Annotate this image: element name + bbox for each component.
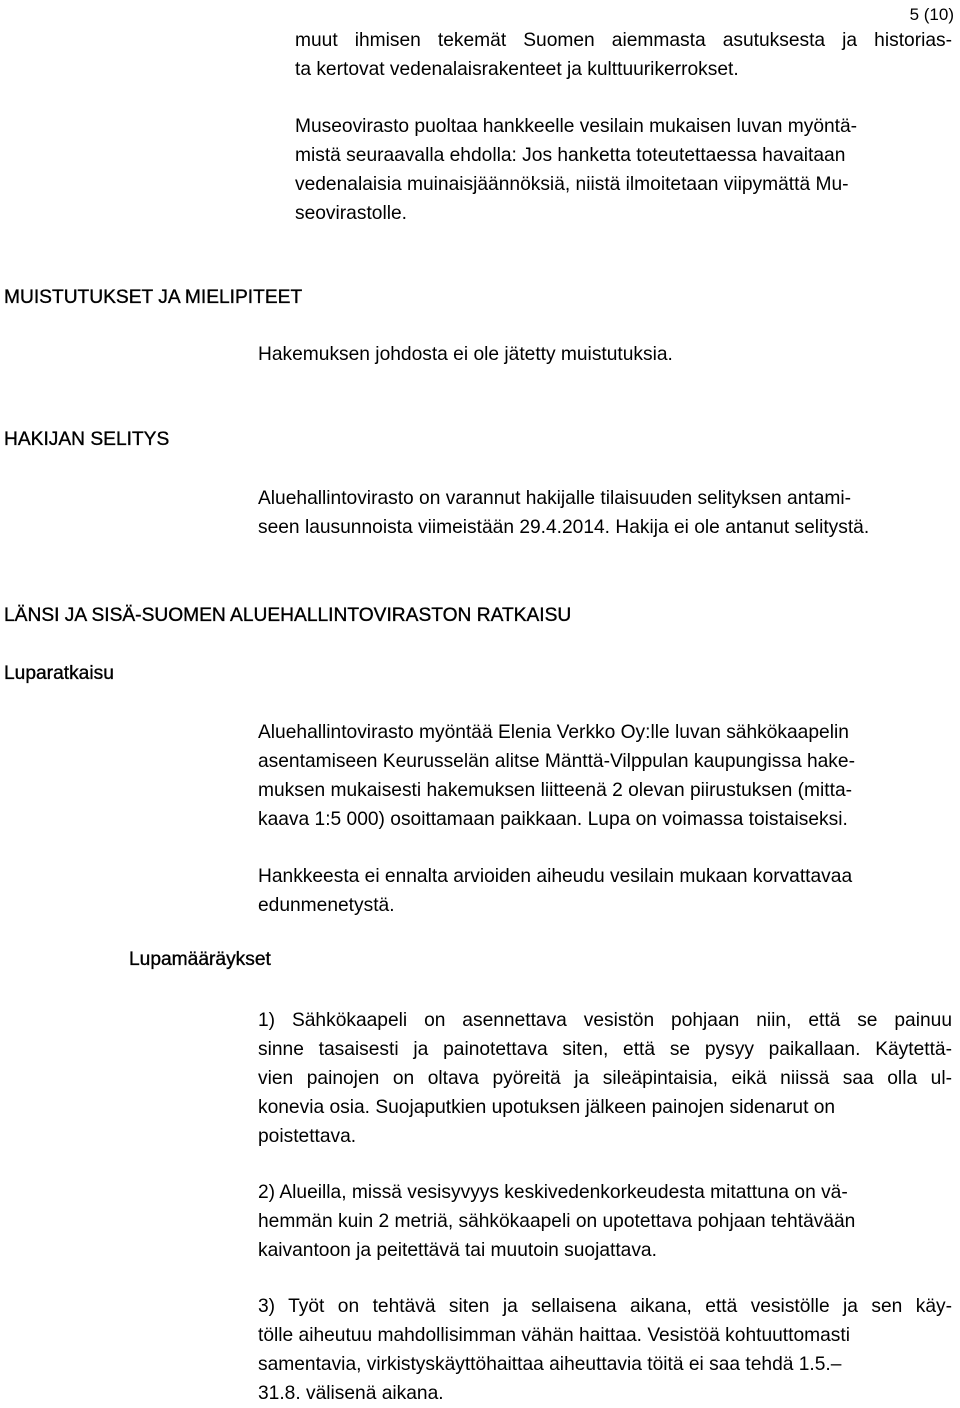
text-line: samentavia, virkistyskäyttöhaittaa aiheuttavia töitä ei saa tehdä 1.5.– bbox=[258, 1354, 842, 1375]
applicant-statement-heading: HAKIJAN SELITYS bbox=[4, 429, 170, 450]
compensation-paragraph bbox=[258, 862, 952, 920]
text-line: 1) Sähkökaapeli on asennettava vesistön pohjaan niin, että se painuu bbox=[258, 1010, 952, 1031]
text-line: asentamiseen Keurusselän alitse Mänttä-Vilppulan kaupungissa hake- bbox=[258, 751, 855, 772]
text-line: konevia osia. Suojaputkien upotuksen jälkeen painojen sidenarut on bbox=[258, 1097, 836, 1118]
condition-3-paragraph bbox=[258, 1292, 952, 1408]
permit-paragraph bbox=[258, 718, 952, 834]
applicant-statement-paragraph bbox=[258, 484, 952, 542]
text-line: 2) Alueilla, missä vesisyvyys keskivedenkorkeudesta mitattuna on vä- bbox=[258, 1182, 848, 1203]
text-line: seen lausunnoista viimeistään 29.4.2014. Hakija ei ole antanut selitystä. bbox=[258, 517, 870, 538]
text-line: muut ihmisen tekemät Suomen aiemmasta asutuksesta ja historias- bbox=[295, 30, 952, 51]
condition-2-paragraph bbox=[258, 1178, 952, 1265]
text-line: kaava 1:5 000) osoittamaan paikkaan. Lupa on voimassa toistaiseksi. bbox=[258, 809, 848, 830]
text-line: tölle aiheutuu mahdollisimman vähän haittaa. Vesistöä kohtuuttomasti bbox=[258, 1325, 850, 1346]
text-line: vien painojen on oltava pyöreitä ja sileäpintaisia, eikä niissä saa olla ul- bbox=[258, 1068, 952, 1089]
objections-heading: MUISTUTUKSET JA MIELIPITEET bbox=[4, 287, 303, 308]
permit-heading: Luparatkaisu bbox=[4, 663, 114, 684]
text-line: muksen mukaisesti hakemuksen liitteenä 2 olevan piirustuksen (mitta- bbox=[258, 780, 853, 801]
text-line: seovirastolle. bbox=[295, 203, 407, 224]
text-line: poistettava. bbox=[258, 1126, 357, 1147]
text-line: Hankkeesta ei ennalta arvioiden aiheudu vesilain mukaan korvattavaa bbox=[258, 866, 853, 887]
conditions-heading: Lupamääräykset bbox=[129, 949, 271, 970]
intro-paragraph bbox=[295, 26, 952, 84]
condition-1-paragraph bbox=[258, 1006, 952, 1151]
text-line: sinne tasaisesti ja painotettava siten, että se pysyy paikallaan. Käytettä- bbox=[258, 1039, 952, 1060]
decision-heading: LÄNSI JA SISÄ-SUOMEN ALUEHALLINTOVIRASTON RATKAISU bbox=[4, 605, 572, 626]
text-line: Museovirasto puoltaa hankkeelle vesilain mukaisen luvan myöntä- bbox=[295, 116, 858, 137]
text-line: ta kertovat vedenalaisrakenteet ja kulttuurikerrokset. bbox=[295, 59, 739, 80]
text-line: 3) Työt on tehtävä siten ja sellaisena aikana, että vesistölle ja sen käy- bbox=[258, 1296, 952, 1317]
text-line: vedenalaisia muinaisjäännöksiä, niistä ilmoitetaan viipymättä Mu- bbox=[295, 174, 849, 195]
objections-paragraph bbox=[258, 340, 952, 369]
text-line: Aluehallintovirasto on varannut hakijalle tilaisuuden selityksen antami- bbox=[258, 488, 852, 509]
text-line: Aluehallintovirasto myöntää Elenia Verkko Oy:lle luvan sähkökaapelin bbox=[258, 722, 849, 743]
text-line: 31.8. välisenä aikana. bbox=[258, 1383, 444, 1404]
museum-statement-paragraph bbox=[295, 112, 952, 228]
page-number: 5 (10) bbox=[909, 5, 954, 24]
text-line: Hakemuksen johdosta ei ole jätetty muistutuksia. bbox=[258, 344, 673, 365]
text-line: edunmenetystä. bbox=[258, 895, 395, 916]
text-line: hemmän kuin 2 metriä, sähkökaapeli on upotettava pohjaan tehtävään bbox=[258, 1211, 856, 1232]
text-line: kaivantoon ja peitettävä tai muutoin suojattava. bbox=[258, 1240, 657, 1261]
text-line: mistä seuraavalla ehdolla: Jos hanketta toteutettaessa havaitaan bbox=[295, 145, 846, 166]
